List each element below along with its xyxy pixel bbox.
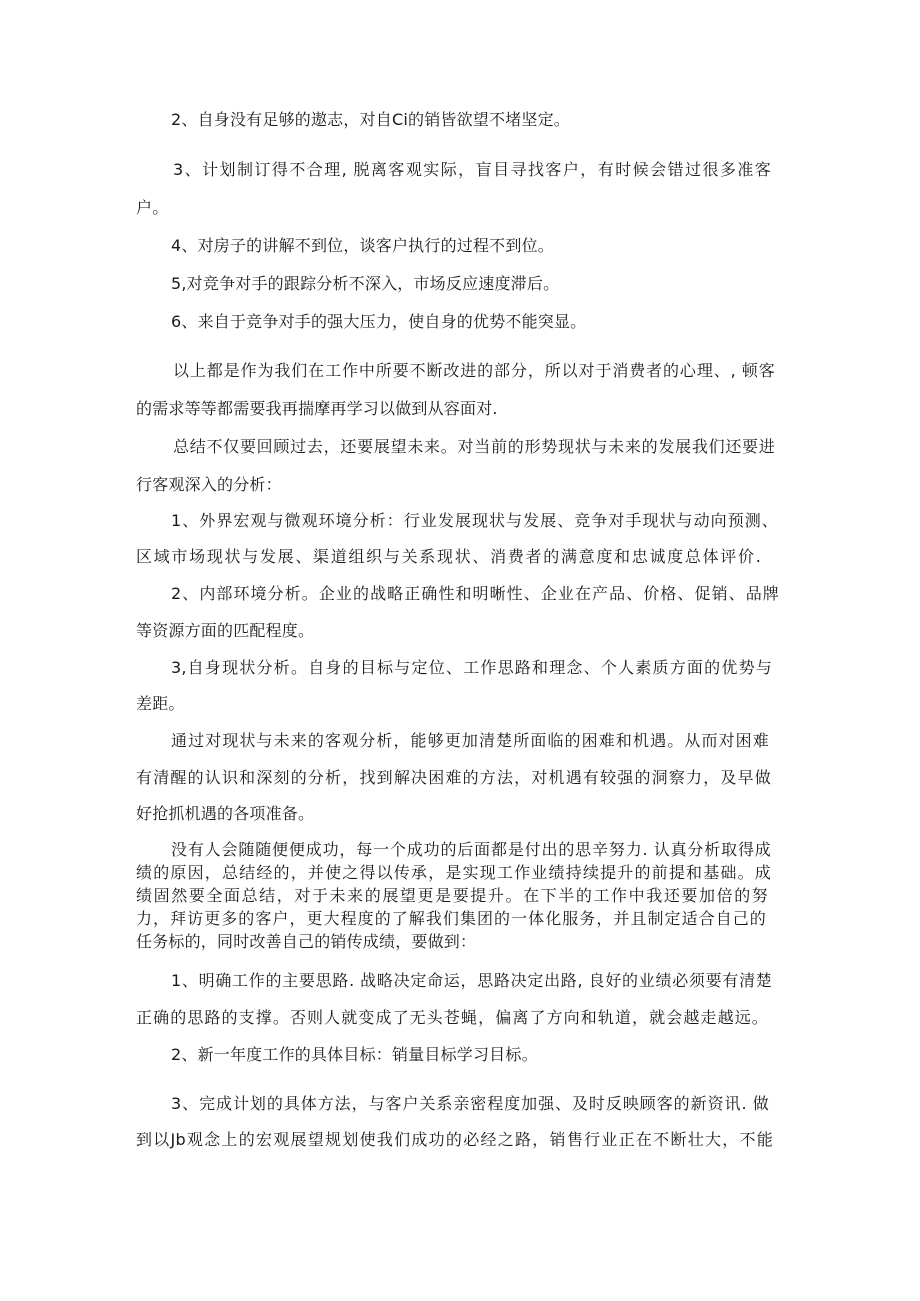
text-line: 2、自身没有足够的遨志，对自Ci的销皆欲望不堵坚定。 — [171, 110, 570, 129]
text-line: 差距。 — [136, 694, 185, 713]
text-line: 的需求等等都需要我再揣摩再学习以做到从容面对. — [136, 399, 498, 418]
text-line: 2、新一年度工作的具体目标：销量目标学习目标。 — [171, 1045, 538, 1064]
text-line: 1、外界宏观与微观环境分析：行业发展现状与发展、竞争对手现状与动向预测、 — [171, 511, 778, 530]
text-line: 4、对房子的讲解不到位，谈客户执行的过程不到位。 — [171, 236, 554, 255]
text-line: 正确的思路的支撑。否则人就变成了无头苍蝇，偏离了方向和轨道，就会越走越远。 — [136, 1008, 768, 1027]
text-line: 有清醒的认识和深刻的分析，找到解决困难的方法，对机遇有较强的洞察力，及早做 — [136, 768, 771, 787]
text-line: 2、内部环境分析。企业的战略正确性和明晰性、企业在产品、价格、促销、品牌 — [171, 584, 779, 603]
text-line: 好抢抓机遇的各项准备。 — [136, 804, 315, 823]
text-line: 户。 — [136, 198, 169, 217]
text-line: 5,对竞争对手的跟踪分析不深入，市场反应速度滞后。 — [171, 274, 560, 293]
text-line: 绩固然要全面总结，对于未来的展望更是要提升。在下半的工作中我还要加倍的努 — [136, 886, 768, 905]
text-line: 3、完成计划的具体方法，与客户关系亲密程度加强、及时反映顾客的新资讯. 做 — [171, 1094, 769, 1113]
text-line: 区域市场现状与发展、渠道组织与关系现状、消费者的满意度和忠诚度总体评价. — [136, 547, 761, 566]
text-line: 力，拜访更多的客户，更大程度的了解我们集团的一体化服务，并且制定适合自己的 — [136, 909, 766, 928]
text-line: 1、明确工作的主要思路. 战略决定命运，思路决定出路, 良好的业绩必须要有清楚 — [171, 971, 772, 990]
text-line: 行客观深入的分析： — [136, 475, 282, 494]
text-line: 绩的原因，总结经的，并使之得以传承，是实现工作业绩持续提升的前提和基础。成 — [136, 863, 771, 882]
text-line: 以上都是作为我们在工作中所要不断改进的部分，所以对于消费者的心理、, 顿客 — [173, 361, 775, 380]
text-line: 总结不仅要回顾过去，还要展望未来。对当前的形势现状与未来的发展我们还要进 — [173, 437, 775, 456]
text-line: 任务标的，同时改善自己的销传成绩，要做到： — [136, 932, 477, 951]
text-line: 通过对现状与未来的客观分析，能够更加清楚所面临的困难和机遇。从而对困难 — [171, 731, 769, 750]
text-line: 3,自身现状分析。自身的目标与定位、工作思路和理念、个人素质方面的优势与 — [171, 658, 772, 677]
text-line: 6、来自于竞争对手的强大压力，使自身的优势不能突显。 — [171, 312, 587, 331]
text-line: 没有人会随随便便成功，每一个成功的后面都是付出的思辛努力. 认真分析取得成 — [171, 840, 771, 859]
text-line: 到以Jb观念上的宏观展望规划使我们成功的必经之路，销售行业正在不断壮大，不能 — [136, 1130, 773, 1149]
text-line: 等资源方面的匹配程度。 — [136, 621, 315, 640]
text-line: 3、计划制订得不合理, 脱离客观实际，盲目寻找客户，有时候会错过很多准客 — [173, 160, 771, 179]
